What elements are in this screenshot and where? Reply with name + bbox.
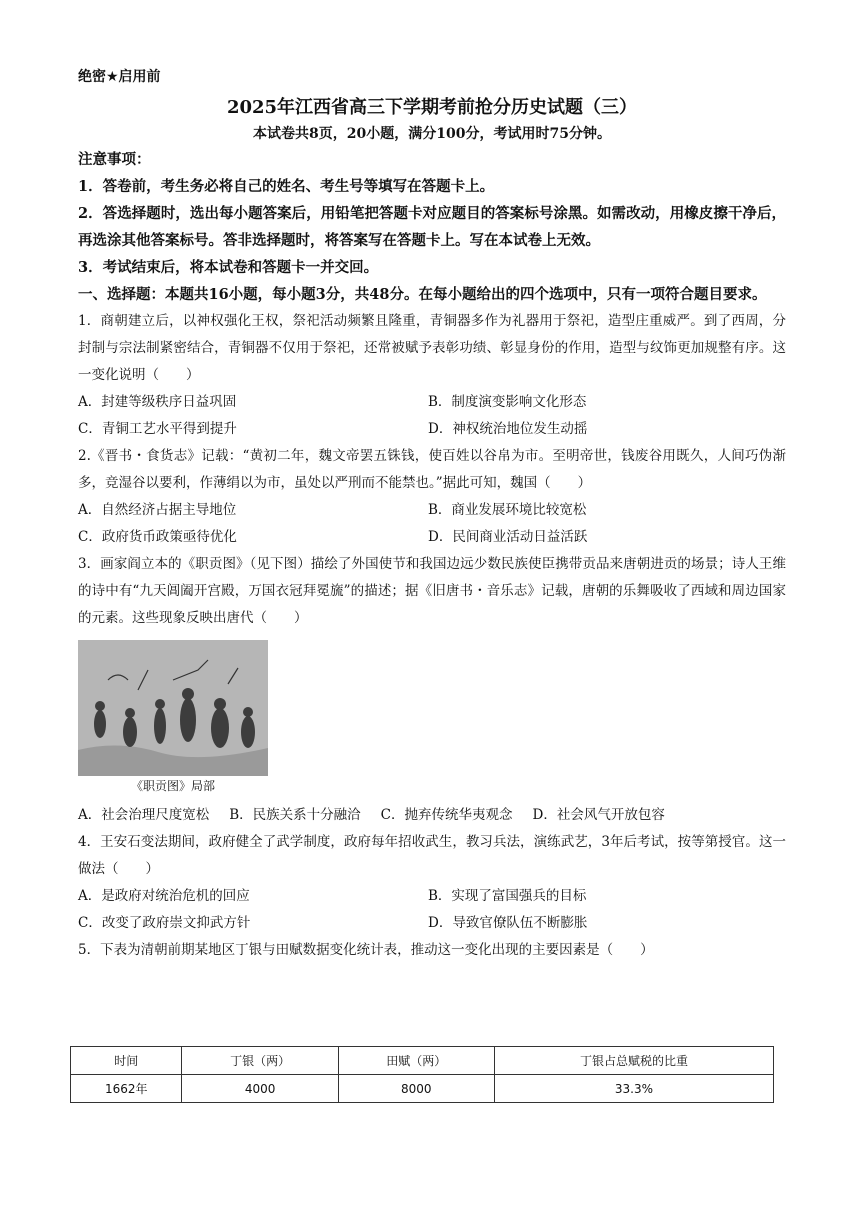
- tribute-painting-figure: [78, 640, 268, 796]
- option: A．封建等级秩序日益巩固: [78, 394, 237, 410]
- table-cell: 1662年: [71, 1075, 182, 1103]
- note-item: 3．考试结束后，将本试卷和答题卡一并交回。: [78, 259, 379, 276]
- table-header-cell: 时间: [71, 1047, 182, 1075]
- tribute-painting-image: [78, 640, 268, 776]
- figure-caption: 《职贡图》局部: [130, 779, 215, 793]
- table-header-cell: 丁银占总赋税的比重: [494, 1047, 773, 1075]
- option: C．政府货币政策亟待优化: [78, 529, 237, 545]
- option: D．导致官僚队伍不断膨胀: [428, 915, 588, 931]
- question-stem: 1．商朝建立后，以神权强化王权，祭祀活动频繁且隆重，青铜器多作为礼器用于祭祀，造型庄重威严。到了西周，分封制与宗法制紧密结合，青铜器不仅用于祭祀，还常被赋予表彰功绩、彰显身份的作用，造型与纹饰更加规整有序。这一变化说明（ ）: [78, 313, 786, 383]
- option: B．民族关系十分融洽: [229, 807, 361, 823]
- option: D．神权统治地位发生动摇: [428, 421, 588, 437]
- options-grid: [78, 497, 786, 551]
- secret-label: 绝密★启用前: [78, 69, 161, 85]
- options-row: [78, 802, 786, 829]
- tax-data-table: [70, 1046, 774, 1103]
- options-grid: [78, 389, 786, 443]
- option: B．制度演变影响文化形态: [428, 394, 587, 410]
- question-stem: 4．王安石变法期间，政府健全了武学制度，政府每年招收武生，教习兵法，演练武艺，3年后考试，按等第授官。这一做法（ ）: [78, 834, 786, 877]
- note-item: 2．答选择题时，选出每小题答案后，用铅笔把答题卡对应题目的答案标号涂黑。如需改动，用橡皮擦干净后，再选涂其他答案标号。答非选择题时，将答案写在答题卡上。写在本试卷上无效。: [78, 205, 786, 249]
- table-header-cell: 田赋（两）: [338, 1047, 494, 1075]
- option: D．社会风气开放包容: [532, 807, 665, 823]
- options-grid: [78, 883, 786, 937]
- option: C．改变了政府崇文抑武方针: [78, 915, 251, 931]
- table-cell: 33.3%: [494, 1075, 773, 1103]
- notes-heading: 注意事项：: [78, 151, 151, 168]
- option: C．青铜工艺水平得到提升: [78, 421, 237, 437]
- option: A．自然经济占据主导地位: [78, 502, 237, 518]
- option: A．是政府对统治危机的回应: [78, 888, 250, 904]
- note-item: 1．答卷前，考生务必将自己的姓名、考生号等填写在答题卡上。: [78, 178, 495, 195]
- exam-page: [78, 66, 786, 964]
- option: A．社会治理尺度宽松: [78, 807, 210, 823]
- table-row: [71, 1075, 774, 1103]
- option: B．商业发展环境比较宽松: [428, 502, 587, 518]
- question-stem: 3．画家阎立本的《职贡图》（见下图）描绘了外国使节和我国边远少数民族使臣携带贡品来唐朝进贡的场景；诗人王维的诗中有“九天阊阖开宫殿，万国衣冠拜冕旒”的描述；据《旧唐书・音乐志》记载，唐朝的乐舞吸收了西域和周边国家的元素。这些现象反映出唐代（ ）: [78, 556, 786, 626]
- question-stem: 2.《晋书・食货志》记载：“黄初二年，魏文帝罢五铢钱，使百姓以谷帛为市。至明帝世，钱废谷用既久，人间巧伪渐多，竞湿谷以要利，作薄绢以为市，虽处以严刑而不能禁也。”据此可知，魏国（ ）: [78, 448, 786, 491]
- option: C．抛弃传统华夷观念: [380, 807, 513, 823]
- table-cell: 4000: [182, 1075, 338, 1103]
- question-stem: 5．下表为清朝前期某地区丁银与田赋数据变化统计表，推动这一变化出现的主要因素是（ ）: [78, 942, 654, 958]
- option: D．民间商业活动日益活跃: [428, 529, 588, 545]
- table-cell: 8000: [338, 1075, 494, 1103]
- table-header-row: [71, 1047, 774, 1075]
- table-header-cell: 丁银（两）: [182, 1047, 338, 1075]
- exam-title: 2025年江西省高三下学期考前抢分历史试题（三）: [226, 97, 638, 118]
- exam-subtitle: 本试卷共8页，20小题，满分100分，考试用时75分钟。: [253, 126, 611, 142]
- option: B．实现了富国强兵的目标: [428, 888, 587, 904]
- section-heading: 一、选择题：本题共16小题，每小题3分，共48分。在每小题给出的四个选项中，只有一项符合题目要求。: [78, 286, 767, 303]
